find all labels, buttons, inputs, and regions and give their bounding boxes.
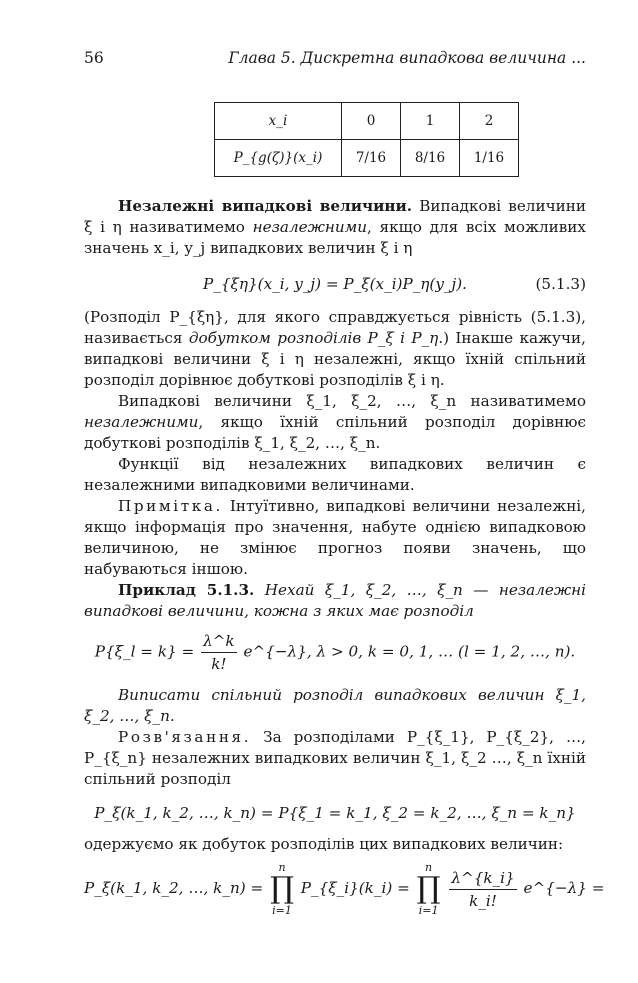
table-cell: 8/16: [401, 140, 460, 177]
paragraph-functions: Функції від незалежних випадкових величин є незалежними випадковими величинами.: [84, 455, 586, 494]
text-span: За розподілами P_{ξ_1}, P_{ξ_2}, …, P_{ξ_n} незалежних випадкових величин ξ_1, ξ_2 …, ξ_n їхній спільний розподіл: [84, 728, 586, 788]
emphasis: незалежними: [252, 218, 368, 236]
fraction-numerator: λ^{k_i}: [449, 867, 516, 890]
text-span: Випадкові величини ξ_1, ξ_2, …, ξ_n називатимемо: [118, 392, 586, 410]
product-lower-limit: i=1: [418, 904, 439, 917]
text-span: .) Інакше кажучи, випадкові величини ξ і η незалежні, якщо їхній спільний розподіл дорівнює добуткові розподілів ξ і η.: [84, 329, 586, 389]
equation-joint: P_ξ(k_1, k_2, …, k_n) = P{ξ_1 = k_1, ξ_2 = k_2, …, ξ_n = k_n}: [94, 804, 576, 822]
paragraph-independence-definition: [84, 196, 586, 259]
fraction-denominator: k!: [211, 655, 227, 673]
product-upper-limit: n: [425, 861, 433, 874]
product-operator: [270, 861, 294, 917]
chapter-title: Глава 5. Дискретна випадкова величина ...: [228, 49, 586, 67]
equation-part: P_{ξ_i}(k_i) =: [300, 879, 410, 897]
paragraph-product-distribution: [84, 307, 586, 391]
product-symbol: ∏: [416, 871, 441, 906]
equation-poisson: [84, 630, 586, 675]
solution-label: Розв'язання.: [118, 728, 252, 746]
page: [84, 48, 605, 917]
fraction-denominator: k_i!: [469, 891, 497, 910]
table-row: [215, 103, 519, 140]
equation-5-1-3: [84, 265, 586, 303]
text-span: , якщо для всіх можливих значень x_i, y_j випадкових величин ξ і η: [84, 218, 586, 257]
paragraph-example: [84, 580, 586, 622]
equation-part: P_ξ(k_1, k_2, …, k_n) =: [84, 879, 264, 897]
paragraph-product: одержуємо як добуток розподілів цих випадкових величин:: [84, 835, 564, 853]
note-label: Примітка.: [118, 497, 223, 515]
paragraph-solution: [84, 727, 586, 790]
fraction: [449, 867, 516, 912]
table-cell: x_i: [215, 103, 342, 140]
table-cell: 7/16: [342, 140, 401, 177]
table-cell: 1/16: [460, 140, 519, 177]
product-operator: [417, 861, 441, 917]
emphasis: незалежними: [84, 413, 199, 431]
paragraph-task: Виписати спільний розподіл випадкових величин ξ_1, ξ_2, …, ξ_n.: [84, 686, 586, 725]
text-span: Випадкові величини ξ і η називатимемо: [84, 197, 586, 236]
text-span: (Розподіл P_{ξη}, для якого справджується рівність (5.1.3), називається: [84, 308, 586, 347]
product-lower-limit: i=1: [272, 904, 292, 917]
table-cell: P_{g(ζ)}(x_i): [215, 140, 342, 177]
text-span: Інтуїтивно, випадкові величини незалежні, якщо інформація про значення, набуте однією випадковою величиною, не змінює прогноз появи значень, що набуваються іншою.: [84, 497, 586, 578]
equation-number: (5.1.3): [535, 275, 586, 293]
table-cell: 1: [401, 103, 460, 140]
paragraph-note: [84, 496, 586, 580]
equation-part: e^{−λ} =: [523, 879, 605, 897]
fraction: [201, 630, 237, 675]
running-header: [84, 48, 586, 72]
equation-product: [84, 861, 605, 917]
definition-heading: Незалежні випадкові величини.: [118, 197, 413, 215]
distribution-table: [214, 102, 519, 177]
product-symbol: ∏: [270, 871, 294, 906]
example-label: Приклад 5.1.3.: [118, 581, 255, 599]
table-row: [215, 140, 519, 177]
product-upper-limit: n: [278, 861, 286, 874]
text-span: , якщо їхній спільний розподіл дорівнює добуткові розподілів ξ_1, ξ_2, …, ξ_n.: [84, 413, 586, 452]
table-cell: 0: [342, 103, 401, 140]
equation-part: e^{−λ}, λ > 0, k = 0, 1, … (l = 1, 2, …, n).: [243, 642, 576, 661]
paragraph-n-variables: [84, 391, 586, 454]
equation-body: P_{ξη}(x_i, y_j) = P_ξ(x_i)P_η(y_j).: [203, 275, 467, 293]
equation-part: P{ξ_l = k} =: [94, 642, 195, 661]
table-cell: 2: [460, 103, 519, 140]
fraction-numerator: λ^k: [201, 630, 237, 653]
page-number: 56: [84, 49, 104, 67]
emphasis: добутком розподілів P_ξ і P_η: [188, 329, 439, 347]
example-text: Нехай ξ_1, ξ_2, …, ξ_n — незалежні випадкові величини, кожна з яких має розподіл: [84, 581, 587, 620]
